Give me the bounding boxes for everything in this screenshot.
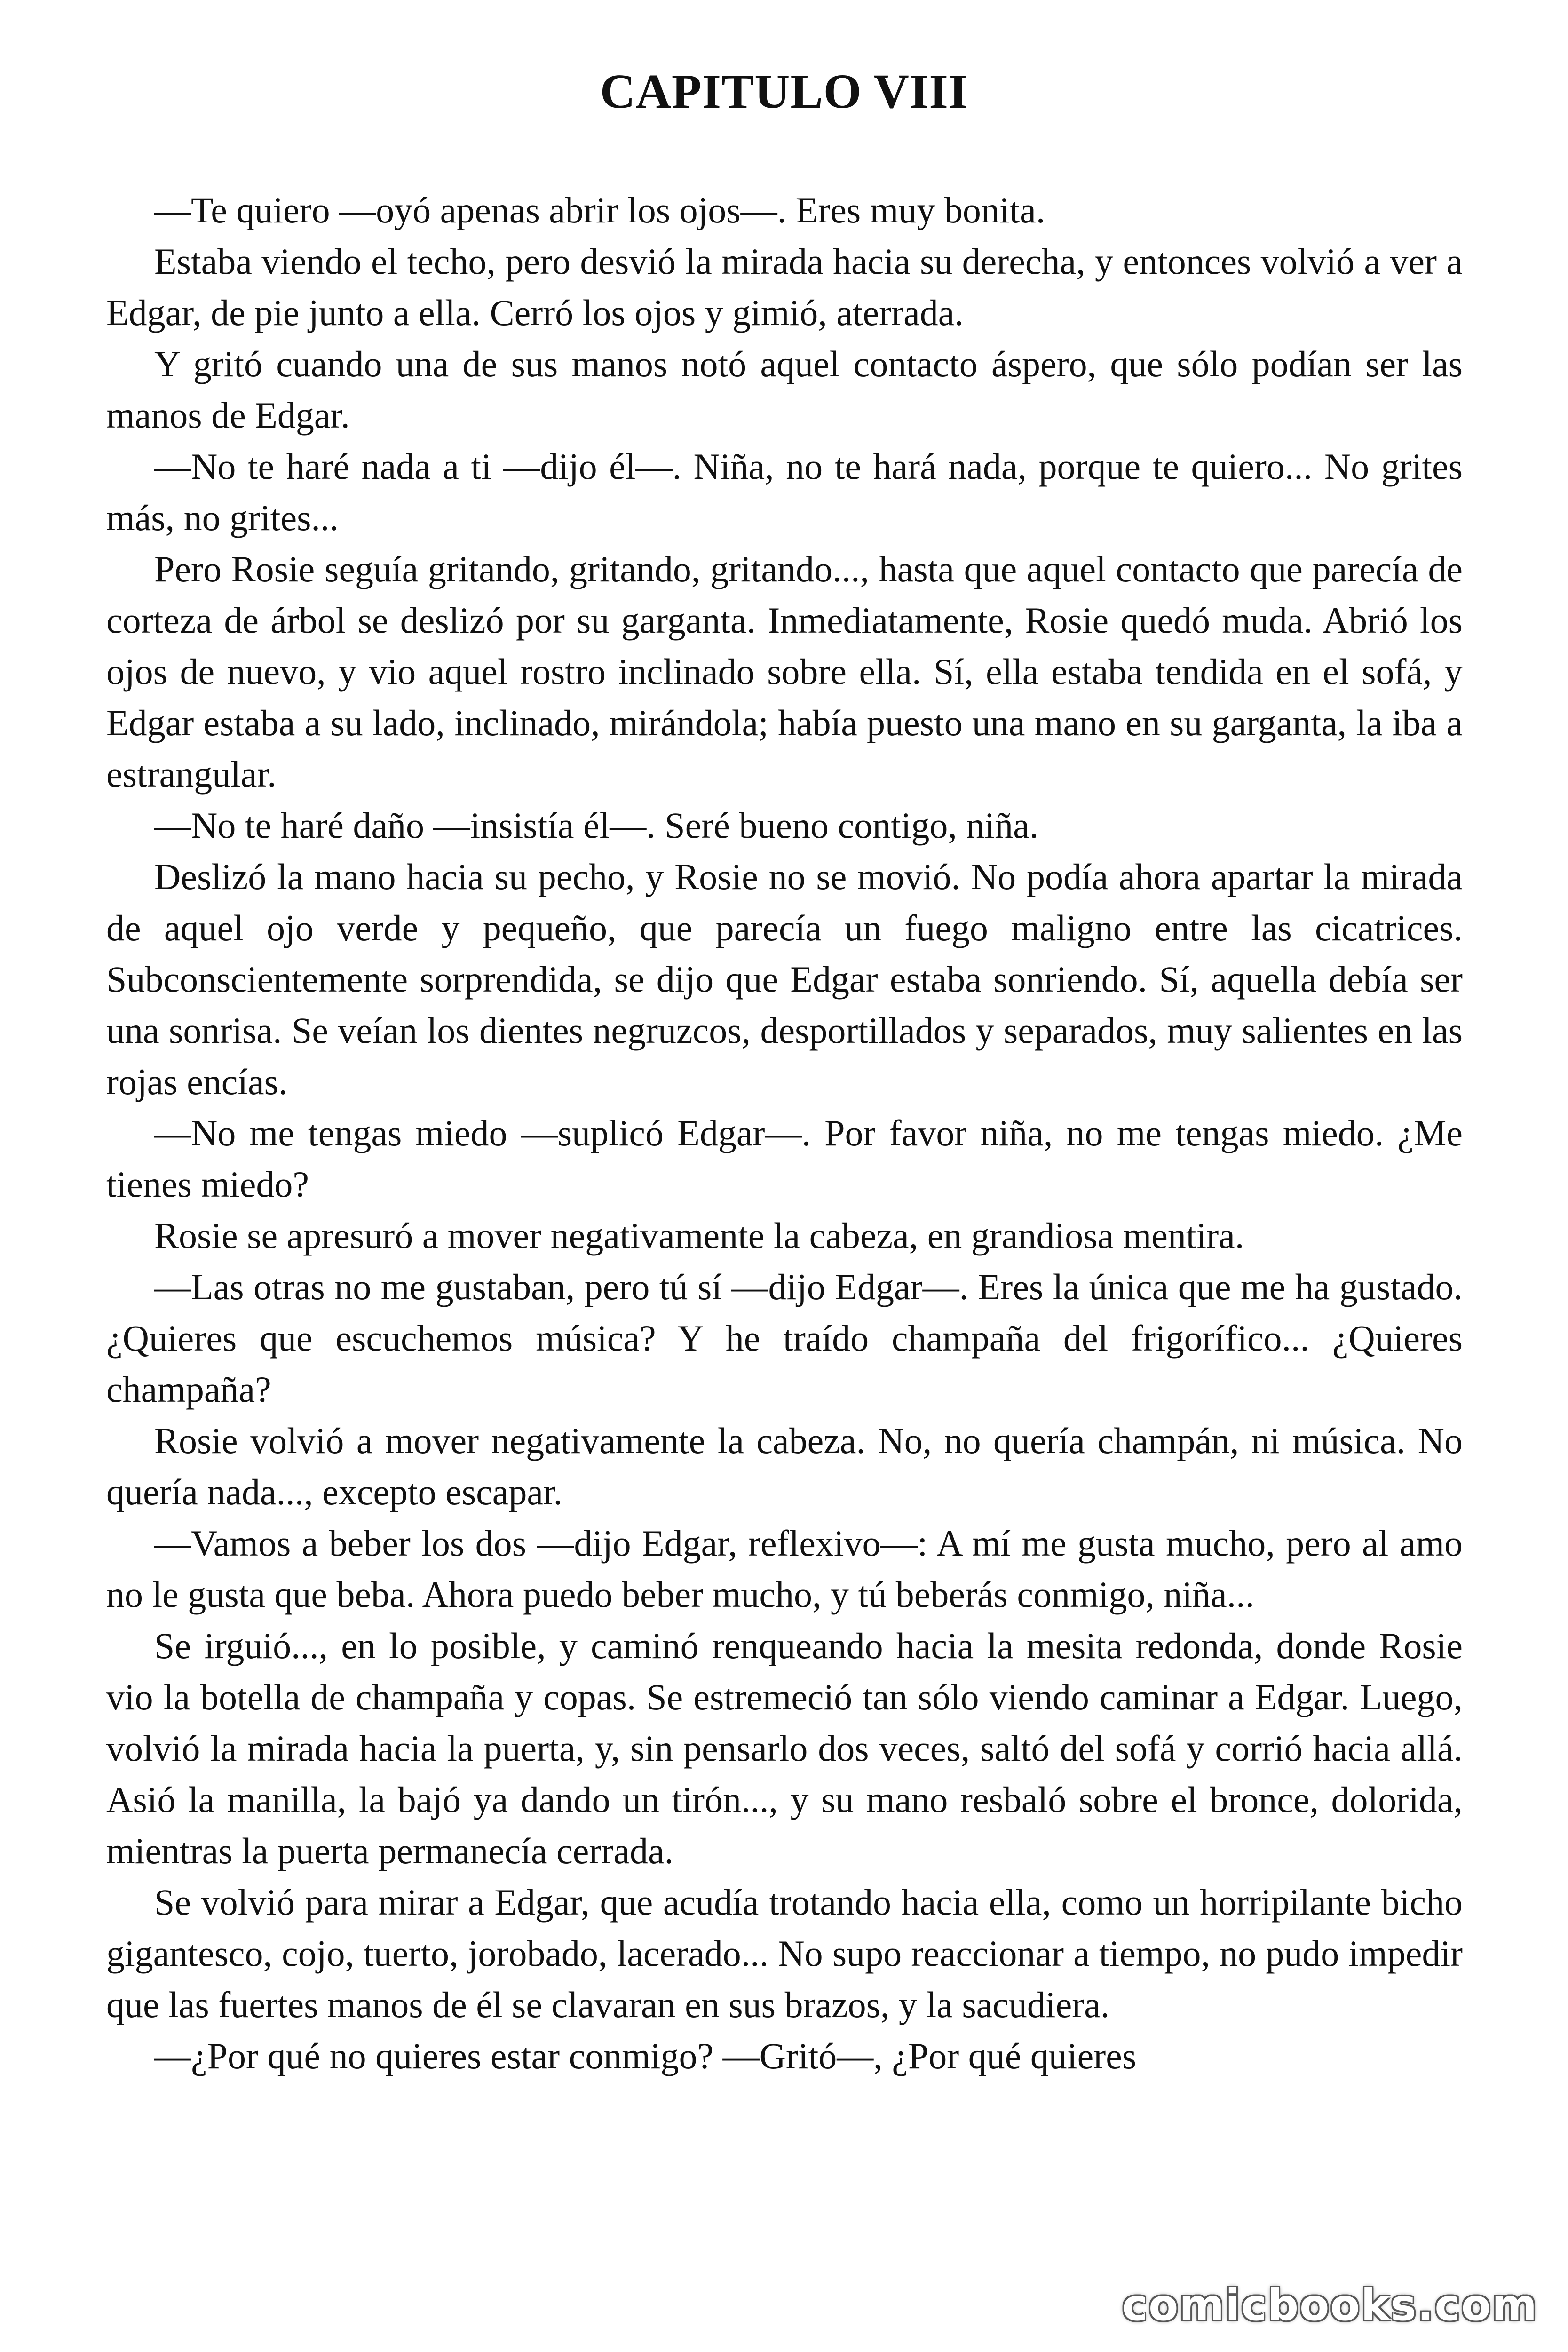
paragraph: Pero Rosie seguía gritando, gritando, gritando..., hasta que aquel contacto que parecía de corteza de árbol se deslizó por su garganta. Inmediatamente, Rosie quedó muda. Abrió los ojos de nuevo, y vio aquel rostro inclinado sobre ella. Sí, ella estaba tendida en el sofá, y Edgar estaba a su lado, inclinado, mirándola; había puesto una mano en su garganta, la iba a estrangular. — [106, 548, 1463, 795]
paragraph: —Te quiero —oyó apenas abrir los ojos—. Eres muy bonita. — [154, 190, 1045, 230]
paragraph: Rosie se apresuró a mover negativamente la cabeza, en grandiosa mentira. — [154, 1215, 1244, 1256]
paragraph: Rosie volvió a mover negativamente la cabeza. No, no quería champán, ni música. No quería nada..., excepto escapar. — [106, 1420, 1463, 1512]
paragraph: —Vamos a beber los dos —dijo Edgar, reflexivo—: A mí me gusta mucho, pero al amo no le gusta que beba. Ahora puedo beber mucho, y tú beberás conmigo, niña... — [106, 1523, 1463, 1615]
chapter-title: CAPITULO VIII — [600, 64, 968, 119]
paragraph: —¿Por qué no quieres estar conmigo? —Gritó—, ¿Por qué quieres — [154, 2035, 1137, 2076]
paragraph: Y gritó cuando una de sus manos notó aquel contacto áspero, que sólo podían ser las manos de Edgar. — [106, 343, 1463, 436]
paragraph: —No me tengas miedo —suplicó Edgar—. Por favor niña, no me tengas miedo. ¿Me tienes miedo? — [106, 1112, 1463, 1205]
paragraph: —No te haré nada a ti —dijo él—. Niña, no te hará nada, porque te quiero... No grites más, no grites... — [106, 446, 1463, 538]
paragraph: Deslizó la mano hacia su pecho, y Rosie no se movió. No podía ahora apartar la mirada de aquel ojo verde y pequeño, que parecía un fuego maligno entre las cicatrices. Subconscientemente sorprendida, se dijo que Edgar estaba sonriendo. Sí, aquella debía ser una sonrisa. Se veían los dientes negruzcos, desportillados y separados, muy salientes en las rojas encías. — [106, 856, 1463, 1102]
paragraph: Se irguió..., en lo posible, y caminó renqueando hacia la mesita redonda, donde Rosie vio la botella de champaña y copas. Se estremeció tan sólo viendo caminar a Edgar. Luego, volvió la mirada hacia la puerta, y, sin pensarlo dos veces, saltó del sofá y corrió hacia allá. Asió la manilla, la bajó ya dando un tirón..., y su mano resbaló sobre el bronce, dolorida, mientras la puerta permanecía cerrada. — [106, 1625, 1463, 1871]
watermark-logo: comicbooks.com — [1122, 2280, 1538, 2330]
paragraph: Estaba viendo el techo, pero desvió la mirada hacia su derecha, y entonces volvió a ver a Edgar, de pie junto a ella. Cerró los ojos y gimió, aterrada. — [106, 241, 1463, 333]
paragraph: —No te haré daño —insistía él—. Seré bueno contigo, niña. — [154, 805, 1039, 846]
paragraph: Se volvió para mirar a Edgar, que acudía trotando hacia ella, como un horripilante bicho gigantesco, cojo, tuerto, jorobado, lacerado... No supo reaccionar a tiempo, no pudo impedir que las fuertes manos de él se clavaran en sus brazos, y la sacudiera. — [106, 1882, 1463, 2025]
paragraph: —Las otras no me gustaban, pero tú sí —dijo Edgar—. Eres la única que me ha gustado. ¿Quieres que escuchemos música? Y he traído champaña del frigorífico... ¿Quieres champaña? — [106, 1266, 1463, 1410]
chapter-body — [106, 184, 1463, 2082]
